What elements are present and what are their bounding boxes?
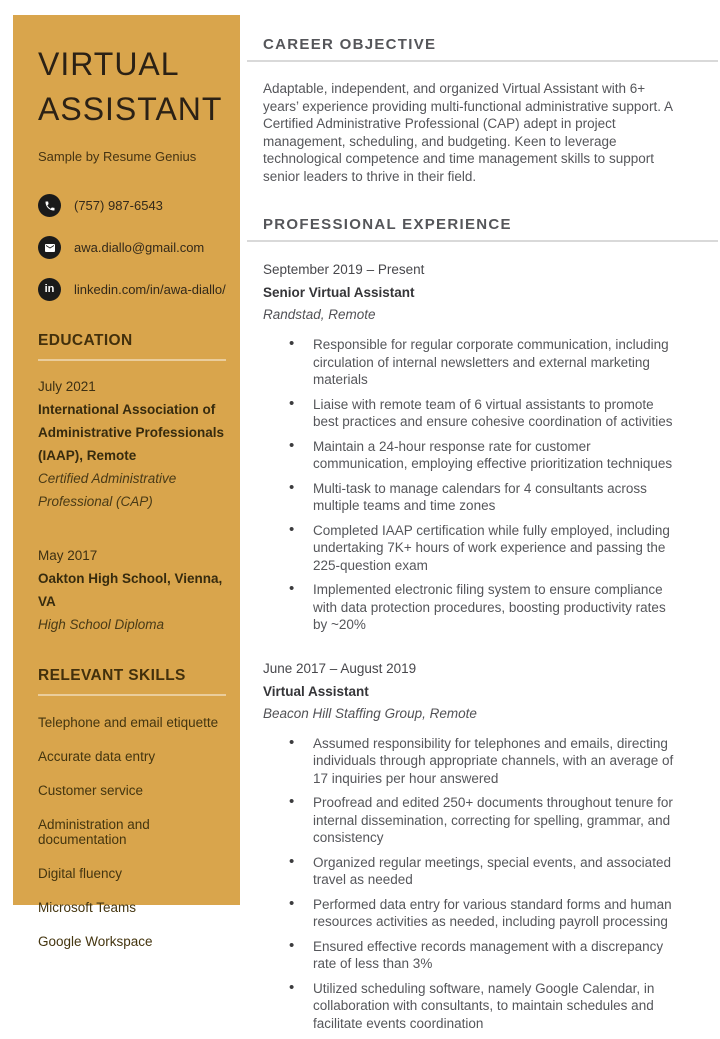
job-company: Beacon Hill Staffing Group, Remote xyxy=(263,705,477,721)
contact-row-phone xyxy=(38,194,226,217)
job-dates: September 2019 – Present xyxy=(263,262,425,277)
contact-list xyxy=(38,194,226,301)
phone-icon xyxy=(38,194,61,217)
sidebar xyxy=(13,15,240,949)
contact-row-linkedin xyxy=(38,278,226,301)
skill-item: Microsoft Teams xyxy=(38,900,137,915)
resume-title-line1: VIRTUAL xyxy=(38,46,180,82)
bullet-item: • Proofread and edited 250+ documents throughout tenure for internal dissemination, correcting for spelling, grammar, and consistency xyxy=(247,794,718,847)
skill-item: Customer service xyxy=(38,783,144,798)
education-degree: High School Diploma xyxy=(38,617,165,632)
resume-title xyxy=(38,42,226,132)
linkedin-icon: in xyxy=(38,278,61,301)
heading-rule xyxy=(247,60,718,62)
bullet-item: • Liaise with remote team of 6 virtual assistants to promote best practices and ensure cohesive coordination of activities xyxy=(247,396,718,431)
sample-byline: Sample by Resume Genius xyxy=(38,149,197,164)
bullet-item: • Completed IAAP certification while fully employed, including undertaking 7K+ hours of work experience and passing the 225-question exam xyxy=(247,522,718,575)
education-school: International Association of Administrative Professionals (IAAP), Remote xyxy=(38,402,225,463)
bullet-item: • Organized regular meetings, special events, and associated travel as needed xyxy=(247,854,718,889)
bullet-item: • Maintain a 24-hour response rate for customer communication, employing effective prioritization techniques xyxy=(247,438,718,473)
heading-rule xyxy=(247,240,718,242)
education-degree: Certified Administrative Professional (CAP) xyxy=(38,471,177,509)
job-entry xyxy=(247,262,718,634)
resume-title-line2: ASSISTANT xyxy=(38,91,223,127)
education-date: July 2021 xyxy=(38,379,96,394)
job-company: Randstad, Remote xyxy=(263,307,376,322)
email-address: awa.diallo@gmail.com xyxy=(74,240,205,255)
bullet-item: • Assumed responsibility for telephones and emails, directing individuals through appropriate channels, with an average of 17 inquiries per hour answered xyxy=(247,735,718,788)
skills-list xyxy=(38,715,226,949)
main-column xyxy=(247,36,718,1039)
email-icon xyxy=(38,236,61,259)
bullet-item: • Utilized scheduling software, namely Google Calendar, in collaboration with consultants, to maintain schedules and facilitate events coordination xyxy=(247,980,718,1033)
job-title: Senior Virtual Assistant xyxy=(263,285,415,300)
career-objective-section xyxy=(247,36,718,185)
bullet-item: • Implemented electronic filing system to ensure compliance with data protection procedures, boosting productivity rates by ~20% xyxy=(247,581,718,634)
education-entry xyxy=(38,544,226,636)
bullet-item: • Multi-task to manage calendars for 4 consultants across multiple teams and time zones xyxy=(247,480,718,515)
education-entry xyxy=(38,375,226,513)
education-section xyxy=(38,332,226,636)
skill-item: Google Workspace xyxy=(38,934,153,949)
skills-heading: RELEVANT SKILLS xyxy=(38,667,226,696)
skill-item: Administration and documentation xyxy=(38,817,150,847)
contact-row-email xyxy=(38,236,226,259)
education-date: May 2017 xyxy=(38,548,98,563)
objective-text: Adaptable, independent, and organized Virtual Assistant with 6+ years’ experience providing multi-functional administrative support. A Certified Administrative Professional (CAP) adept in project management, scheduling, and budgeting. Keen to leverage technological competence and time management skills to support senior leaders to thrive in their field. xyxy=(263,81,673,184)
bullet-list xyxy=(247,336,718,634)
skills-section xyxy=(38,667,226,949)
bullet-item: • Ensured effective records management with a discrepancy rate of less than 3% xyxy=(247,938,718,973)
education-school: Oakton High School, Vienna, VA xyxy=(38,571,223,609)
bullet-item: • Responsible for regular corporate communication, including circulation of internal newsletters and external marketing materials xyxy=(247,336,718,389)
skill-item: Telephone and email etiquette xyxy=(38,715,219,730)
bullet-item: • Performed data entry for various standard forms and human resources activities as needed, including payroll processing xyxy=(247,896,718,931)
skill-item: Digital fluency xyxy=(38,866,123,881)
education-heading: EDUCATION xyxy=(38,332,226,361)
job-title: Virtual Assistant xyxy=(263,683,369,699)
professional-experience-section xyxy=(247,216,718,1032)
linkedin-url: linkedin.com/in/awa-diallo/ xyxy=(74,282,226,297)
job-entry xyxy=(247,661,718,1033)
career-objective-heading: CAREER OBJECTIVE xyxy=(263,36,437,53)
skill-item: Accurate data entry xyxy=(38,749,156,764)
bullet-list xyxy=(247,735,718,1033)
professional-experience-heading: PROFESSIONAL EXPERIENCE xyxy=(263,216,512,233)
phone-number: (757) 987-6543 xyxy=(74,198,163,213)
job-dates: June 2017 – August 2019 xyxy=(263,660,417,676)
